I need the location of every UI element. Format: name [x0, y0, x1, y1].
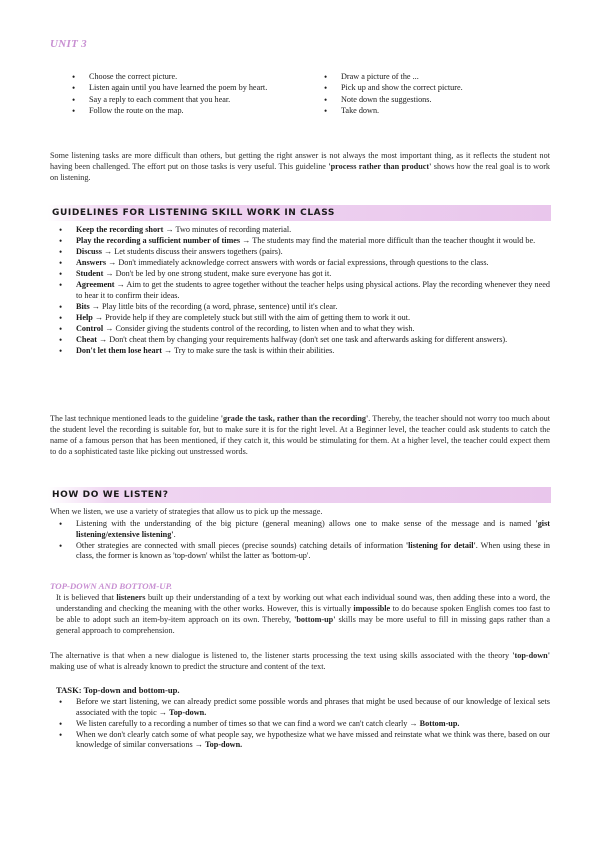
list-item: • Control → Consider giving the students control of the recording, to listen when and to what they wish.	[58, 324, 550, 335]
how-we-listen-intro: When we listen, we use a variety of strategies that allow us to pick up the message.	[50, 507, 323, 516]
list-item: • Bits → Play little bits of the recording (a word, phrase, sentence) until it's clear.	[58, 302, 550, 313]
list-item: • Keep the recording short → Two minutes of recording material.	[58, 225, 550, 236]
task-heading: TASK: Top-down and bottom-up.	[56, 685, 180, 695]
intro-list-right	[324, 72, 544, 118]
list-item: • Take down.	[324, 106, 544, 116]
list-item: • Draw a picture of the ...	[324, 72, 544, 82]
list-item: • Listen again until you have learned the poem by heart.	[72, 83, 302, 93]
list-item: • Student → Don't be led by one strong student, make sure everyone has got it.	[58, 269, 550, 280]
unit-title: UNIT 3	[50, 38, 87, 50]
strategies-list	[58, 519, 550, 562]
list-item: • Listening with the understanding of the big picture (general meaning) allows one to make sense of the message and is named 'gist listening/extensive listening'.	[58, 519, 550, 540]
intro-list-left	[72, 72, 302, 118]
list-item: • Note down the suggestions.	[324, 95, 544, 105]
section-heading-how-we-listen: HOW DO WE LISTEN?	[48, 487, 551, 503]
intro-task-lists	[50, 72, 550, 118]
list-item: • When we don't clearly catch some of what people say, we hypothesize what we have missed and reinstate what we think was there, based on our knowledge of similar conversations → Top-down.	[58, 730, 550, 751]
task-list	[58, 697, 550, 751]
list-item: • Before we start listening, we can already predict some possible words and phrases that might be used because of our knowledge of lexical sets associated with the topic → Top-down.	[58, 697, 550, 718]
list-item: • Cheat → Don't cheat them by changing your requirements halfway (don't set one task and afterwards asking for different answers).	[58, 335, 550, 346]
list-item: • Choose the correct picture.	[72, 72, 302, 82]
list-item: • Agreement → Aim to get the students to agree together without the teacher helps using physical actions. Play the recording whenever they need to hear it to confirm their ideas.	[58, 280, 550, 301]
top-down-paragraph-2: The alternative is that when a new dialogue is listened to, the listener starts processing the text using skills associated with the theory 'top-down' making use of what is already known to predict the structure and content of the text.	[50, 651, 550, 671]
subheading-top-down-bottom-up: TOP-DOWN AND BOTTOM-UP.	[50, 581, 173, 591]
list-item: • Other strategies are connected with small pieces (precise sounds) catching details of information 'listening for detail'. When using these in class, the former is known as 'top-down' whilst the latter as 'bottom-up'.	[58, 541, 550, 562]
list-item: • Discuss → Let students discuss their answers togethers (pairs).	[58, 247, 550, 258]
guidelines-closing-paragraph: The last technique mentioned leads to the guideline 'grade the task, rather than the recording'. Thereby, the teacher should not worry too much about the student level the recording is suitable for, but to make sure it is for the right level. At a Beginner level, the teacher could ask students to catch the name of a famous person that has been mentioned, if they catch it, this would be stimulating for them. At a higher level, the teacher could expect them to do a sophisticated taste like picking out unstressed words.	[50, 414, 550, 456]
list-item: • Answers → Don't immediately acknowledge correct answers with words or facial expressions, through questions to the class.	[58, 258, 550, 269]
list-item: • Say a reply to each comment that you hear.	[72, 95, 302, 105]
section-heading-guidelines: GUIDELINES FOR LISTENING SKILL WORK IN CLASS	[48, 205, 551, 221]
list-item: • Don't let them lose heart → Try to make sure the task is within their abilities.	[58, 346, 550, 357]
list-item: • Play the recording a sufficient number of times → The students may find the material more difficult than the teacher thought it would be.	[58, 236, 550, 247]
intro-paragraph: Some listening tasks are more difficult than others, but getting the right answer is not always the most important thing, as it reflects the student not having been challenged. The effort put on those tasks is very useful. This guideline 'process rather than product' shows how the real goal is to work on listening.	[50, 151, 551, 182]
guideline-quote: 'process rather than product'	[328, 162, 432, 171]
guideline-quote: 'grade the task, rather than the recording'	[220, 414, 369, 423]
list-item: • Help → Provide help if they are completely stuck but still with the aim of getting them to work it out.	[58, 313, 550, 324]
list-item: • We listen carefully to a recording a number of times so that we can find a word we can't catch clearly → Bottom-up.	[58, 719, 550, 730]
top-down-paragraph-1: It is believed that listeners built up their understanding of a text by working out what each individual sound was, then adding these into a word, the understanding and checking the meaning with the other works. However, this is virtually impossible to do because spoken English comes too fast to be able to adopt such an item-by-item approach on its own. Thereby, 'bottom-up' skills may be more useful to fill in missing gaps rather than a general approach to comprehension.	[56, 593, 551, 635]
guidelines-list	[58, 225, 550, 357]
list-item: • Follow the route on the map.	[72, 106, 302, 116]
list-item: • Pick up and show the correct picture.	[324, 83, 544, 93]
